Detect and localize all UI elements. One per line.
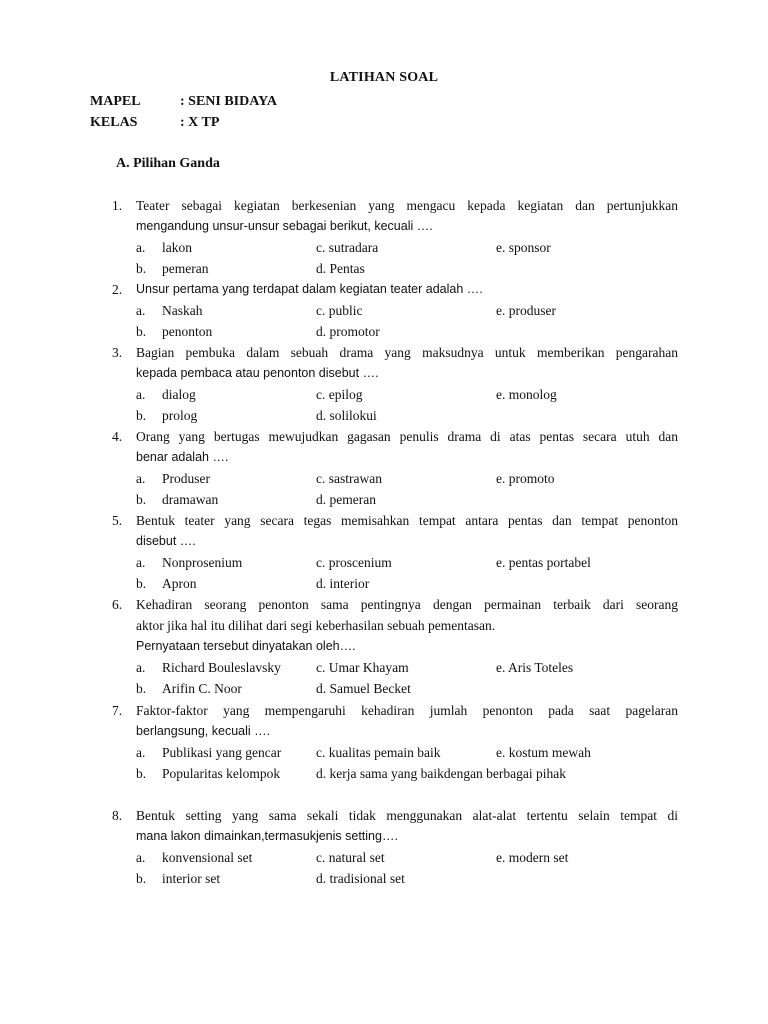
question-line <box>112 363 678 384</box>
question-line <box>112 826 678 847</box>
question-text: aktor jika hal itu dilihat dari segi keberhasilan sebuah pementasan. <box>136 618 496 633</box>
question-line <box>112 510 678 531</box>
options-row: b. Arifin C. Noor d. Samuel Becket <box>136 681 411 696</box>
options-row: b. dramawan d. pemeran <box>136 492 376 507</box>
question-text: berlangsung, kecuali …. <box>136 724 271 738</box>
question-line <box>112 636 678 657</box>
question-text: mana lakon dimainkan,termasukjenis setting…. <box>136 829 398 843</box>
section-heading: A. Pilihan Ganda <box>116 156 220 171</box>
question-text: Bagian pembuka dalam sebuah drama yang maksudnya untuk memberikan pengarahan <box>136 345 678 360</box>
question-8 <box>112 805 678 889</box>
question-line <box>112 426 678 447</box>
question-7 <box>112 700 678 784</box>
options-row: b. interior set d. tradisional set <box>136 871 405 886</box>
question-5 <box>112 510 678 594</box>
question-line <box>112 721 678 742</box>
options-row: a. Produser c. sastrawan e. promoto <box>136 471 555 486</box>
question-text: Teater sebagai kegiatan berkesenian yang mengacu kepada kegiatan dan pertunjukkan <box>136 198 678 213</box>
question-4 <box>112 426 678 510</box>
question-line <box>112 447 678 468</box>
question-line <box>112 531 678 552</box>
question-text: benar adalah …. <box>136 450 229 464</box>
question-text: Kehadiran seorang penonton sama pentingnya dengan permainan terbaik dari seorang <box>136 597 678 612</box>
options-row: a. Nonprosenium c. proscenium e. pentas portabel <box>136 555 591 570</box>
question-text: Unsur pertama yang terdapat dalam kegiatan teater adalah …. <box>136 282 483 296</box>
options-row: a. Naskah c. public e. produser <box>136 303 556 318</box>
question-number: 5. <box>112 513 123 528</box>
question-text: Bentuk setting yang sama sekali tidak menggunakan alat-alat tertentu selain tempat di <box>136 808 678 823</box>
question-number: 3. <box>112 345 123 360</box>
question-line <box>112 700 678 721</box>
question-text: Bentuk teater yang secara tegas memisahkan tempat antara pentas dan tempat penonton <box>136 513 678 528</box>
options-row: b. penonton d. promotor <box>136 324 380 339</box>
question-line <box>112 805 678 826</box>
question-text: Pernyataan tersebut dinyatakan oleh…. <box>136 639 356 653</box>
question-number: 7. <box>112 703 123 718</box>
options-row: a. Richard Bouleslavsky c. Umar Khayam e. Aris Toteles <box>136 660 574 675</box>
question-number: 4. <box>112 429 123 444</box>
meta-value: : SENI BIDAYA <box>180 94 278 109</box>
question-text: mengandung unsur-unsur sebagai berikut, kecuali …. <box>136 219 433 233</box>
options-row: b. Popularitas kelompok d. kerja sama yang baikdengan berbagai pihak <box>136 766 567 781</box>
question-text: disebut …. <box>136 534 196 548</box>
question-line <box>112 615 678 636</box>
question-line <box>112 342 678 363</box>
question-1 <box>112 195 678 279</box>
question-6 <box>112 594 678 699</box>
meta-label: KELAS <box>90 115 138 130</box>
question-2 <box>112 279 678 342</box>
question-text: kepada pembaca atau penonton disebut …. <box>136 366 379 380</box>
options-row: a. konvensional set c. natural set e. modern set <box>136 850 569 865</box>
meta-value: : X TP <box>180 115 220 130</box>
options-row: a. dialog c. epilog e. monolog <box>136 387 557 402</box>
options-row: b. Apron d. interior <box>136 576 370 591</box>
options-row: b. prolog d. solilokui <box>136 408 377 423</box>
question-line <box>112 195 678 216</box>
meta-label: MAPEL <box>90 94 141 109</box>
question-number: 1. <box>112 198 123 213</box>
question-number: 8. <box>112 808 123 823</box>
question-text: Faktor-faktor yang mempengaruhi kehadiran jumlah penonton pada saat pagelaran <box>136 703 678 718</box>
document-title: LATIHAN SOAL <box>329 70 439 85</box>
question-3 <box>112 342 678 426</box>
options-row: b. pemeran d. Pentas <box>136 261 365 276</box>
question-line <box>112 216 678 237</box>
options-row: a. lakon c. sutradara e. sponsor <box>136 240 551 255</box>
question-number: 6. <box>112 597 123 612</box>
options-row: a. Publikasi yang gencar c. kualitas pemain baik e. kostum mewah <box>136 745 591 760</box>
question-line <box>112 279 678 300</box>
question-number: 2. <box>112 282 123 297</box>
question-line <box>112 594 678 615</box>
question-text: Orang yang bertugas mewujudkan gagasan penulis drama di atas pentas secara utuh dan <box>136 429 678 444</box>
